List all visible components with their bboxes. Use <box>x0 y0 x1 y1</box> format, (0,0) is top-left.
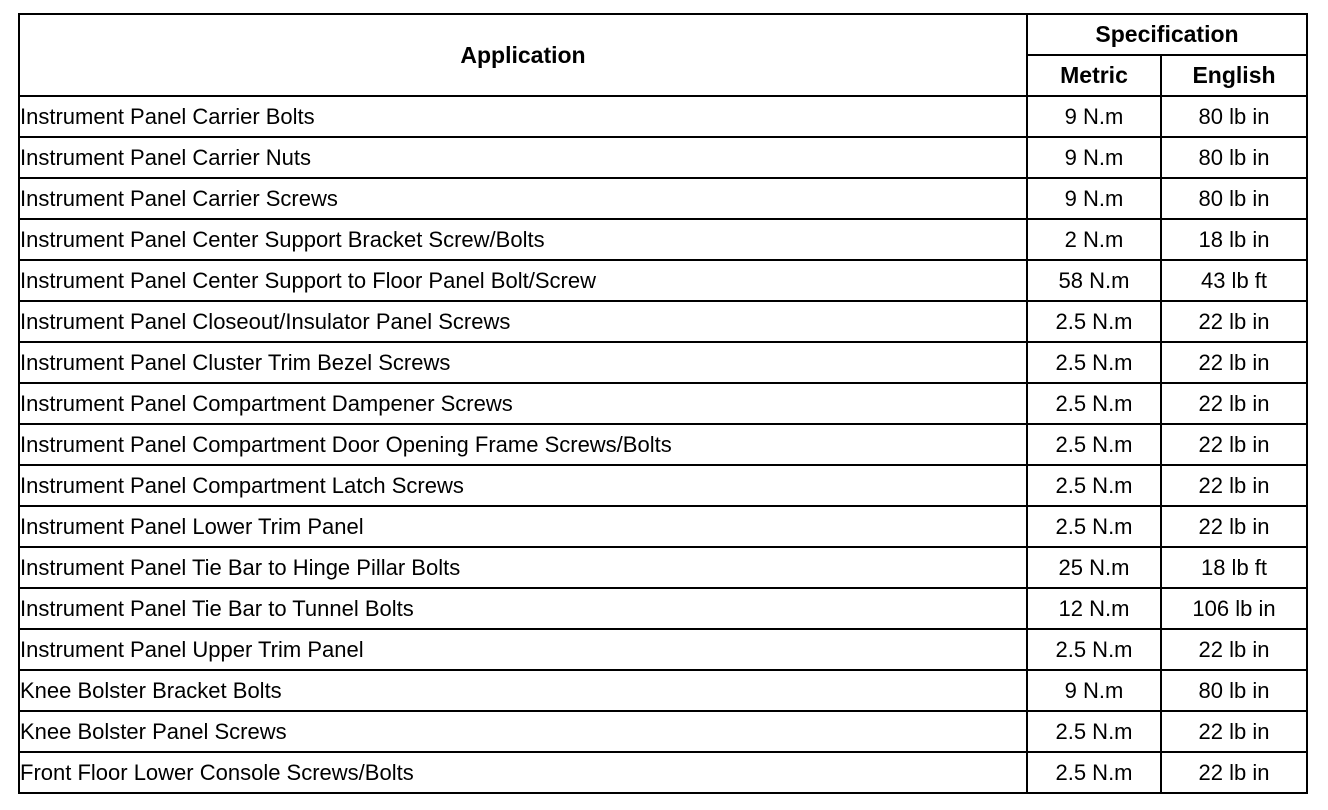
metric-cell: 12 N.m <box>1027 588 1161 629</box>
metric-cell: 58 N.m <box>1027 260 1161 301</box>
table-row <box>19 670 1307 711</box>
metric-cell: 2.5 N.m <box>1027 424 1161 465</box>
metric-cell: 2.5 N.m <box>1027 506 1161 547</box>
english-cell: 80 lb in <box>1161 178 1307 219</box>
application-cell: Instrument Panel Compartment Dampener Screws <box>19 383 1027 424</box>
application-header: Application <box>19 14 1027 96</box>
metric-cell: 25 N.m <box>1027 547 1161 588</box>
english-cell: 80 lb in <box>1161 96 1307 137</box>
specification-header: Specification <box>1027 14 1307 55</box>
application-cell: Instrument Panel Closeout/Insulator Panel Screws <box>19 301 1027 342</box>
metric-cell: 2.5 N.m <box>1027 465 1161 506</box>
metric-cell: 2.5 N.m <box>1027 342 1161 383</box>
application-cell: Instrument Panel Carrier Screws <box>19 178 1027 219</box>
table-row <box>19 137 1307 178</box>
table-row <box>19 301 1307 342</box>
metric-cell: 2 N.m <box>1027 219 1161 260</box>
application-cell: Instrument Panel Carrier Bolts <box>19 96 1027 137</box>
table-row <box>19 219 1307 260</box>
table-row <box>19 342 1307 383</box>
application-cell: Instrument Panel Center Support to Floor Panel Bolt/Screw <box>19 260 1027 301</box>
metric-cell: 2.5 N.m <box>1027 629 1161 670</box>
table-body <box>19 96 1307 793</box>
metric-header: Metric <box>1027 55 1161 96</box>
application-cell: Knee Bolster Panel Screws <box>19 711 1027 752</box>
application-cell: Front Floor Lower Console Screws/Bolts <box>19 752 1027 793</box>
table-row <box>19 424 1307 465</box>
table-row <box>19 465 1307 506</box>
english-cell: 80 lb in <box>1161 670 1307 711</box>
english-cell: 22 lb in <box>1161 711 1307 752</box>
application-cell: Instrument Panel Cluster Trim Bezel Screws <box>19 342 1027 383</box>
application-cell: Instrument Panel Tie Bar to Tunnel Bolts <box>19 588 1027 629</box>
metric-cell: 9 N.m <box>1027 670 1161 711</box>
application-cell: Knee Bolster Bracket Bolts <box>19 670 1027 711</box>
application-cell: Instrument Panel Compartment Latch Screws <box>19 465 1027 506</box>
table-row <box>19 506 1307 547</box>
english-cell: 80 lb in <box>1161 137 1307 178</box>
english-cell: 43 lb ft <box>1161 260 1307 301</box>
english-cell: 22 lb in <box>1161 506 1307 547</box>
table-row <box>19 178 1307 219</box>
table-row <box>19 711 1307 752</box>
metric-cell: 2.5 N.m <box>1027 752 1161 793</box>
english-cell: 22 lb in <box>1161 301 1307 342</box>
application-cell: Instrument Panel Center Support Bracket Screw/Bolts <box>19 219 1027 260</box>
fastener-specification-table <box>18 13 1308 794</box>
metric-cell: 9 N.m <box>1027 96 1161 137</box>
table-row <box>19 588 1307 629</box>
metric-cell: 2.5 N.m <box>1027 711 1161 752</box>
metric-cell: 9 N.m <box>1027 178 1161 219</box>
english-cell: 22 lb in <box>1161 342 1307 383</box>
english-cell: 22 lb in <box>1161 465 1307 506</box>
table-row <box>19 383 1307 424</box>
english-header: English <box>1161 55 1307 96</box>
metric-cell: 2.5 N.m <box>1027 383 1161 424</box>
english-cell: 22 lb in <box>1161 424 1307 465</box>
metric-cell: 9 N.m <box>1027 137 1161 178</box>
application-cell: Instrument Panel Compartment Door Opening Frame Screws/Bolts <box>19 424 1027 465</box>
english-cell: 18 lb ft <box>1161 547 1307 588</box>
table-row <box>19 547 1307 588</box>
application-cell: Instrument Panel Carrier Nuts <box>19 137 1027 178</box>
english-cell: 18 lb in <box>1161 219 1307 260</box>
table-row <box>19 752 1307 793</box>
application-cell: Instrument Panel Lower Trim Panel <box>19 506 1027 547</box>
metric-cell: 2.5 N.m <box>1027 301 1161 342</box>
application-cell: Instrument Panel Upper Trim Panel <box>19 629 1027 670</box>
english-cell: 106 lb in <box>1161 588 1307 629</box>
application-cell: Instrument Panel Tie Bar to Hinge Pillar Bolts <box>19 547 1027 588</box>
english-cell: 22 lb in <box>1161 752 1307 793</box>
english-cell: 22 lb in <box>1161 629 1307 670</box>
table-row <box>19 260 1307 301</box>
english-cell: 22 lb in <box>1161 383 1307 424</box>
table-row <box>19 96 1307 137</box>
table-row <box>19 629 1307 670</box>
